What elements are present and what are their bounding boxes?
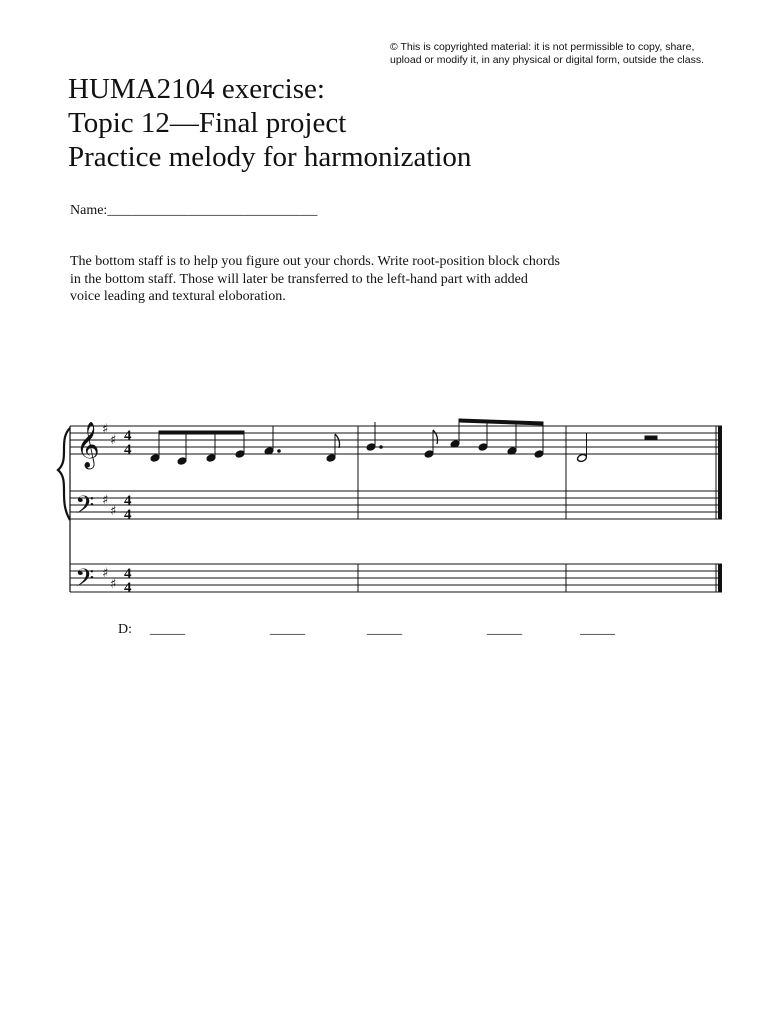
title-line-1: HUMA2104 exercise: xyxy=(68,73,325,105)
svg-text:♯: ♯ xyxy=(110,433,117,448)
chord-blank-4[interactable]: _____ xyxy=(487,622,522,637)
name-field[interactable]: Name:______________________________ xyxy=(70,203,318,218)
svg-text:4: 4 xyxy=(124,493,132,509)
svg-text:4: 4 xyxy=(124,442,132,458)
instructions xyxy=(70,253,630,306)
svg-text:4: 4 xyxy=(124,507,132,523)
svg-text:♯: ♯ xyxy=(102,493,109,508)
title-line-3: Practice melody for harmonization xyxy=(68,141,472,173)
instructions-line-3: voice leading and textural eloboration. xyxy=(70,289,286,304)
instructions-line-2: in the bottom staff. Those will later be transferred to the left-hand part with added xyxy=(70,271,528,287)
svg-text:♯: ♯ xyxy=(102,566,109,581)
key-label: D: xyxy=(118,622,132,637)
treble-clef: 𝄞 xyxy=(76,422,100,468)
treble-staff xyxy=(70,426,722,454)
svg-text:♯: ♯ xyxy=(102,422,109,437)
copyright-line-1: © This is copyrighted material: it is not permissible to copy, share, xyxy=(390,41,695,53)
title-line-2: Topic 12—Final project xyxy=(68,107,347,139)
svg-text:4: 4 xyxy=(124,428,132,444)
grand-staff-brace xyxy=(58,428,70,520)
copyright-line-2: upload or modify it, in any physical or digital form, outside the class. xyxy=(390,54,704,66)
chord-blank-2[interactable]: _____ xyxy=(270,622,305,637)
bass-clef-1: 𝄢 xyxy=(75,491,95,526)
bass-staff-left-hand xyxy=(70,491,722,519)
chord-blank-5[interactable]: _____ xyxy=(580,622,615,637)
chord-blank-1[interactable]: _____ xyxy=(150,622,185,637)
svg-text:♯: ♯ xyxy=(110,504,117,519)
svg-text:4: 4 xyxy=(124,566,132,582)
roman-numeral-row xyxy=(0,622,768,646)
page-title xyxy=(68,72,471,174)
copyright-notice xyxy=(390,41,750,67)
bass-clef-2: 𝄢 xyxy=(75,564,95,599)
instructions-line-1: The bottom staff is to help you figure out your chords. Write root-position block chords xyxy=(70,254,561,269)
svg-text:4: 4 xyxy=(124,580,132,596)
chord-blank-3[interactable]: _____ xyxy=(367,622,402,637)
music-score xyxy=(0,400,768,600)
svg-text:♯: ♯ xyxy=(110,577,117,592)
bass-staff-chords xyxy=(70,564,722,592)
